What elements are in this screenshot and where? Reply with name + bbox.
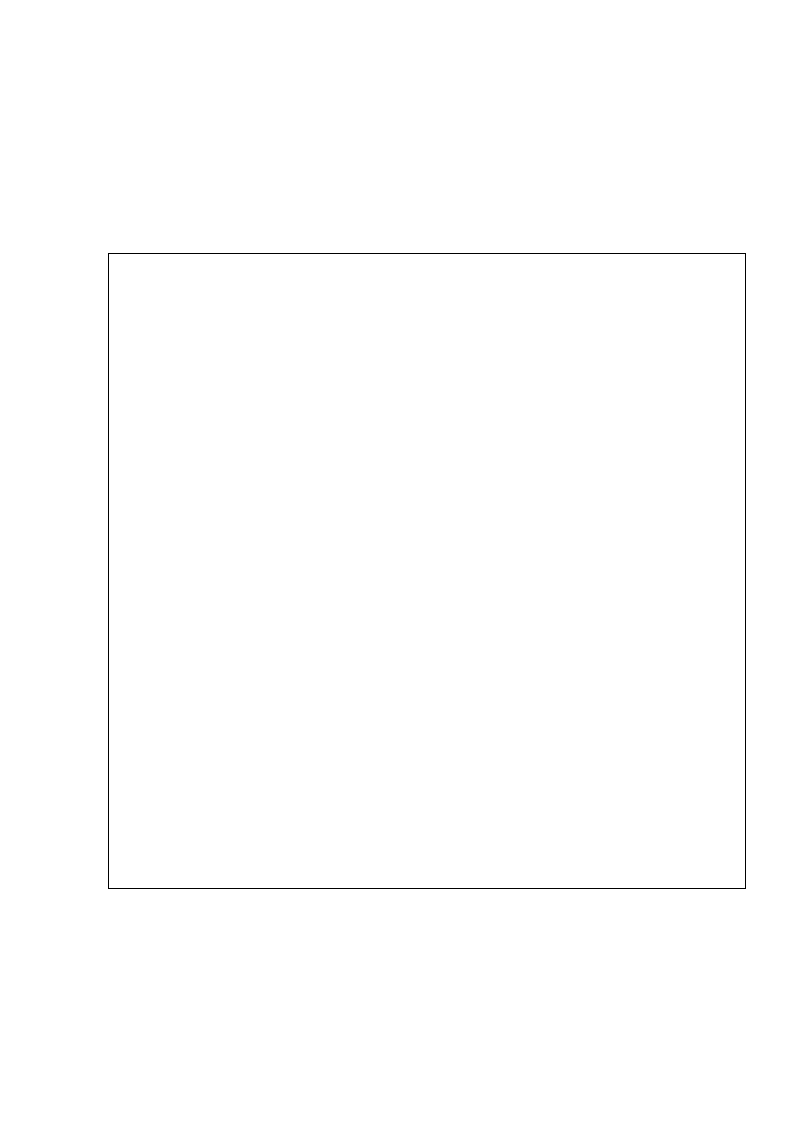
performance-target-table: [108, 253, 746, 889]
